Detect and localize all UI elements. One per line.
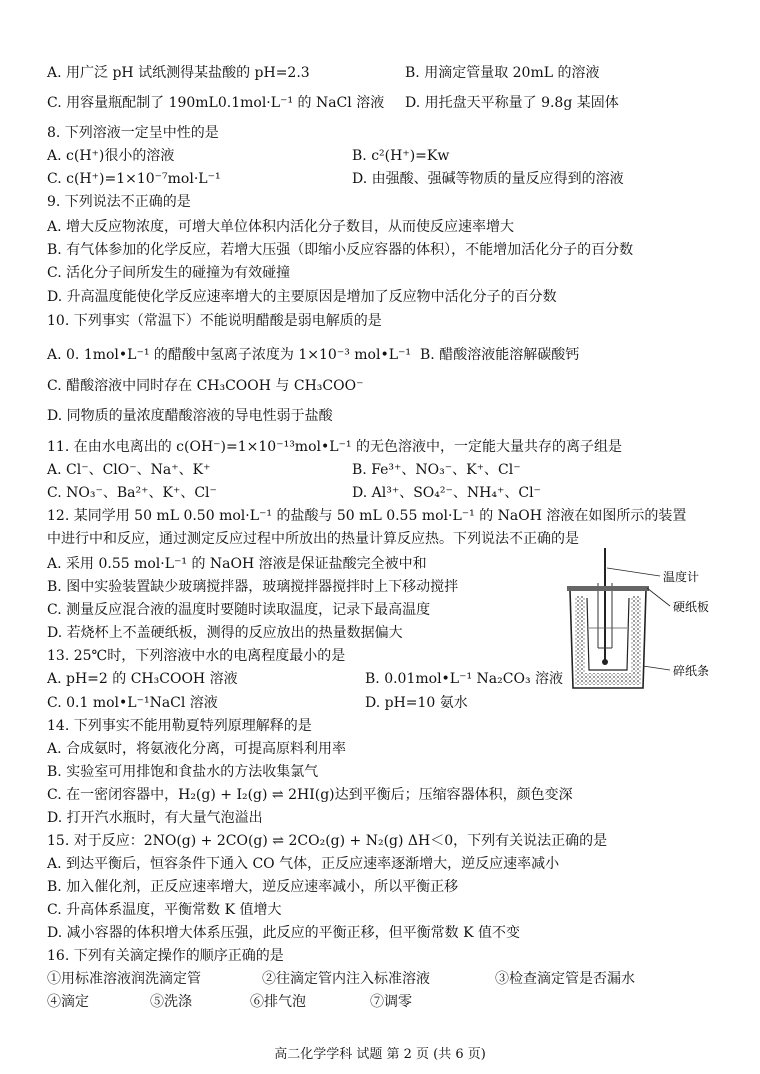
text-line-q14c: C. 在一密闭容器中，H₂(g) + I₂(g) ⇌ 2HI(g)达到平衡后；压缩容器体积，颜色变深 bbox=[47, 787, 573, 803]
text-line-q11: 11. 在由水电离出的 c(OH⁻)=1×10⁻¹³mol•L⁻¹ 的无色溶液中，一定能大量共存的离子组是 bbox=[47, 439, 622, 455]
text-line-q11b: B. Fe³⁺、NO₃⁻、K⁺、Cl⁻ bbox=[352, 462, 521, 478]
text-line-q9: 9. 下列说法不正确的是 bbox=[47, 194, 191, 210]
text-line-q10a: A. 0. 1mol•L⁻¹ 的醋酸中氢离子浓度为 1×10⁻³ mol•L⁻¹ bbox=[47, 347, 412, 363]
text-line-q11a: A. Cl⁻、ClO⁻、Na⁺、K⁺ bbox=[47, 462, 211, 478]
text-line-q11c: C. NO₃⁻、Ba²⁺、K⁺、Cl⁻ bbox=[47, 485, 217, 501]
label-paper-strips: 碎纸条 bbox=[673, 664, 710, 678]
calorimeter-figure bbox=[565, 548, 735, 698]
label-cardboard: 硬纸板 bbox=[673, 600, 710, 614]
text-line-q10c: C. 醋酸溶液中同时存在 CH₃COOH 与 CH₃COO⁻ bbox=[47, 378, 364, 394]
text-line-q8b: B. c²(H⁺)=Kw bbox=[352, 148, 450, 164]
cardboard-lid bbox=[567, 586, 649, 591]
text-line-q9a: A. 增大反应物浓度，可增大单位体积内活化分子数目，从而使反应速率增大 bbox=[47, 219, 515, 235]
text-line-q8d: D. 由强酸、强碱等物质的量反应得到的溶液 bbox=[352, 171, 624, 187]
text-line-q9c: C. 活化分子间所发生的碰撞为有效碰撞 bbox=[47, 265, 291, 281]
text-line-q13d: D. pH=10 氨水 bbox=[365, 695, 468, 711]
text-line-q14: 14. 下列事实不能用勒夏特列原理解释的是 bbox=[47, 718, 312, 734]
text-line-q8c: C. c(H⁺)=1×10⁻⁷mol·L⁻¹ bbox=[47, 171, 221, 187]
text-line-q12oa: A. 采用 0.55 mol·L⁻¹ 的 NaOH 溶液是保证盐酸完全被中和 bbox=[47, 556, 427, 572]
text-line-q9d: D. 升高温度能使化学反应速率增大的主要原因是增加了反应物中活化分子的百分数 bbox=[47, 289, 557, 305]
text-line-q8: 8. 下列溶液一定呈中性的是 bbox=[47, 125, 219, 141]
text-line-q13: 13. 25℃时，下列溶液中水的电离程度最小的是 bbox=[47, 648, 346, 664]
text-line-q11d: D. Al³⁺、SO₄²⁻、NH₄⁺、Cl⁻ bbox=[352, 485, 541, 501]
text-line-q15b: B. 加入催化剂，正反应速率增大，逆反应速率减小，所以平衡正移 bbox=[47, 879, 459, 895]
text-line-q13a: A. pH=2 的 CH₃COOH 溶液 bbox=[47, 671, 238, 687]
text-line-q16: 16. 下列有关滴定操作的顺序正确的是 bbox=[47, 948, 284, 964]
text-line-q15c: C. 升高体系温度，平衡常数 K 值增大 bbox=[47, 902, 282, 918]
text-line-q13b: B. 0.01mol•L⁻¹ Na₂CO₃ 溶液 bbox=[365, 671, 564, 687]
text-line-q13c: C. 0.1 mol•L⁻¹NaCl 溶液 bbox=[47, 695, 218, 711]
text-line-q14a: A. 合成氨时，将氨液化分离，可提高原料利用率 bbox=[47, 741, 347, 757]
text-line-q9b: B. 有气体参加的化学反应，若增大压强（即缩小反应容器的体积），不能增加活化分子的百分数 bbox=[47, 242, 634, 258]
text-line-q8a: A. c(H⁺)很小的溶液 bbox=[47, 148, 175, 164]
text-line-q15d: D. 减小容器的体积增大体系压强，此反应的平衡正移，但平衡常数 K 值不变 bbox=[47, 925, 520, 941]
text-line-l1a: A. 用广泛 pH 试纸测得某盐酸的 pH=2.3 bbox=[47, 65, 310, 81]
text-line-q16s3: ③检查滴定管是否漏水 bbox=[495, 971, 635, 987]
text-line-q12oc: C. 测量反应混合液的温度时要随时读取温度，记录下最高温度 bbox=[47, 602, 431, 618]
text-line-l2b: D. 用托盘天平称量了 9.8g 某固体 bbox=[405, 95, 619, 111]
text-line-q16s6: ⑥排气泡 bbox=[250, 994, 306, 1010]
text-line-q15: 15. 对于反应：2NO(g) + 2CO(g) ⇌ 2CO₂(g) + N₂(g) ΔH＜0，下列有关说法正确的是 bbox=[47, 833, 608, 849]
text-line-q14d: D. 打开汽水瓶时，有大量气泡溢出 bbox=[47, 810, 263, 826]
text-line-q12b: 中进行中和反应，通过测定反应过程中所放出的热量计算反应热。下列说法不正确的是 bbox=[47, 531, 579, 547]
text-line-q16s1: ①用标准溶液润洗滴定管 bbox=[47, 971, 201, 987]
page-footer: 高二化学学科 试题 第 2 页 (共 6 页) bbox=[274, 1047, 486, 1062]
text-line-l2a: C. 用容量瓶配制了 190mL0.1mol·L⁻¹ 的 NaCl 溶液 bbox=[47, 95, 385, 111]
text-line-q16s4: ④滴定 bbox=[47, 994, 89, 1010]
text-line-l1b: B. 用滴定管量取 20mL 的溶液 bbox=[405, 65, 600, 81]
label-thermometer: 温度计 bbox=[663, 570, 700, 584]
text-line-q12ob: B. 图中实验装置缺少玻璃搅拌器，玻璃搅拌器搅拌时上下移动搅拌 bbox=[47, 579, 459, 595]
text-line-q10b: B. 醋酸溶液能溶解碳酸钙 bbox=[420, 347, 580, 363]
text-line-q15a: A. 到达平衡后，恒容条件下通入 CO 气体，正反应速率逐渐增大，逆反应速率减小 bbox=[47, 856, 560, 872]
text-line-q12od: D. 若烧杯上不盖硬纸板，测得的反应放出的热量数据偏大 bbox=[47, 625, 403, 641]
text-line-q12: 12. 某同学用 50 mL 0.50 mol·L⁻¹ 的盐酸与 50 mL 0.55 mol·L⁻¹ 的 NaOH 溶液在如图所示的装置 bbox=[47, 508, 687, 524]
text-line-q14b: B. 实验室可用排饱和食盐水的方法收集氯气 bbox=[47, 764, 319, 780]
text-line-q10: 10. 下列事实（常温下）不能说明醋酸是弱电解质的是 bbox=[47, 313, 382, 329]
text-line-q16s7: ⑦调零 bbox=[370, 994, 412, 1010]
text-line-q16s2: ②往滴定管内注入标准溶液 bbox=[262, 971, 430, 987]
text-line-q16s5: ⑤洗涤 bbox=[150, 994, 192, 1010]
paper-strips bbox=[575, 596, 641, 685]
text-line-q10d: D. 同物质的量浓度醋酸溶液的导电性弱于盐酸 bbox=[47, 408, 333, 424]
